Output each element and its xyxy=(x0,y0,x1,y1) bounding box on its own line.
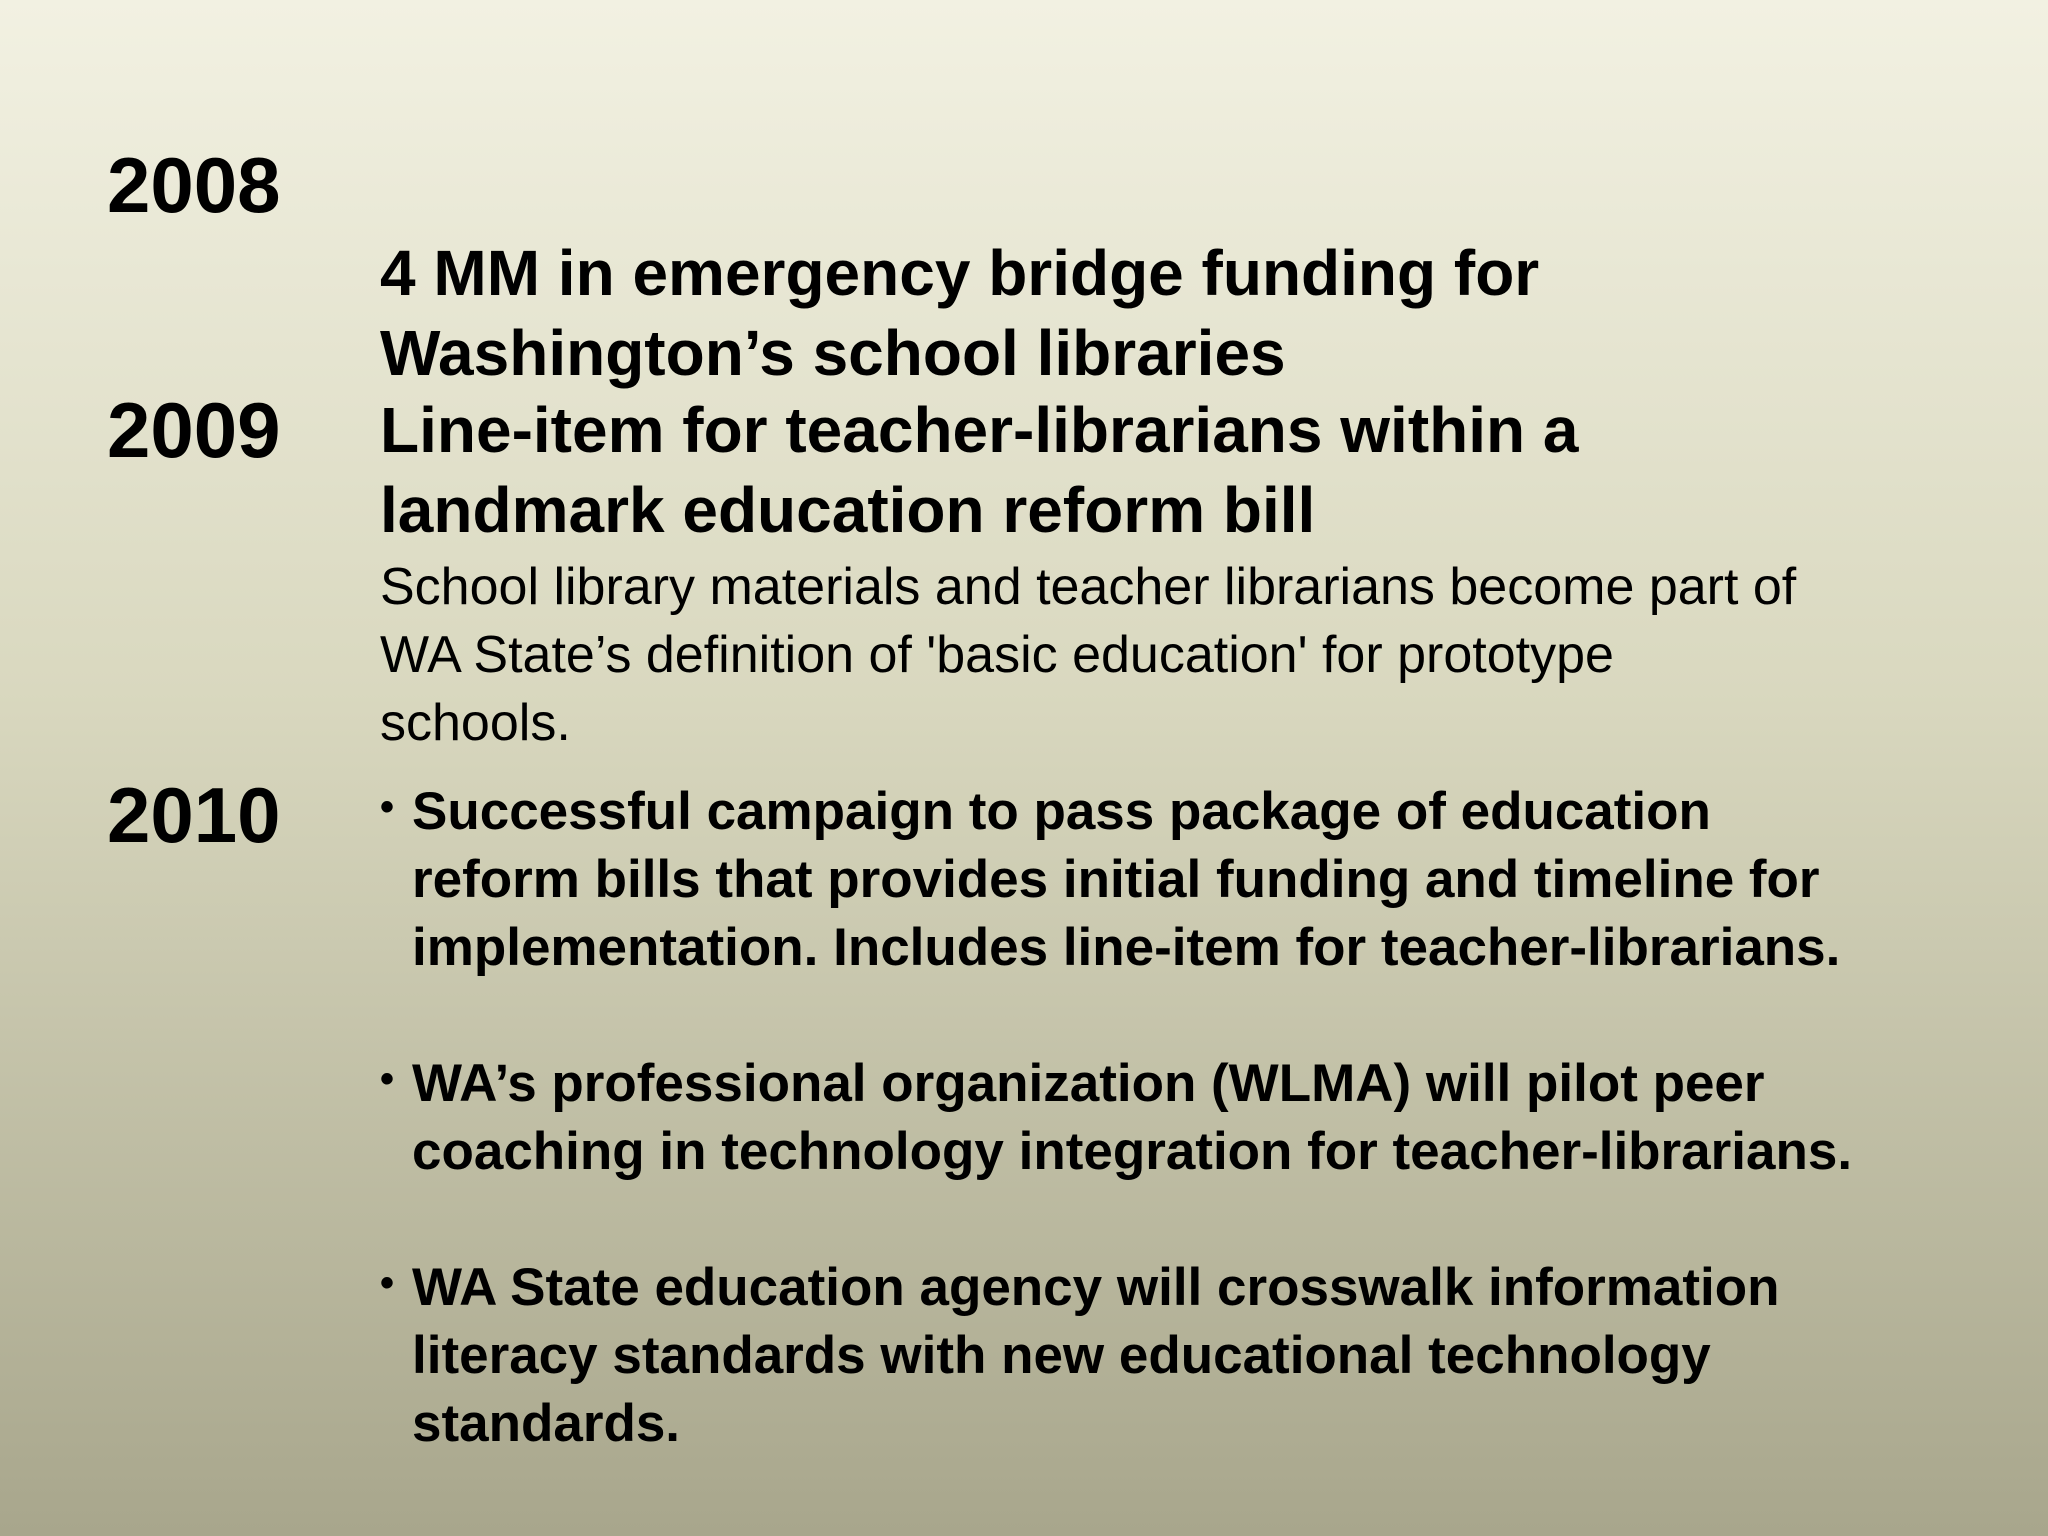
bullet-line: Successful campaign to pass package of education xyxy=(412,782,1711,841)
bullet-line: WA State education agency will crosswalk information xyxy=(412,1258,1780,1317)
entry-2010-bullet xyxy=(380,1254,2020,1458)
entry-2008-line: Washington’s school libraries xyxy=(380,317,1286,389)
bullet-line: reform bills that provides initial funding and timeline for xyxy=(412,850,1820,909)
bullet-line: coaching in technology integration for teacher-librarians. xyxy=(412,1122,1853,1181)
bullet-line: WA’s professional organization (WLMA) will pilot peer xyxy=(412,1054,1765,1113)
entry-2008-headline xyxy=(380,233,1539,393)
bullet-dot-icon: • xyxy=(380,1057,395,1101)
bullet-dot-icon: • xyxy=(380,1261,395,1305)
entry-2009-line: landmark education reform bill xyxy=(380,474,1316,546)
bullet-line: implementation. Includes line-item for teacher-librarians. xyxy=(412,918,1841,977)
entry-2010-bullet-list xyxy=(380,778,2020,1458)
entry-2009-note xyxy=(380,553,2000,757)
entry-2009-note-line: School library materials and teacher librarians become part of xyxy=(380,558,1797,616)
entry-2010-bullet xyxy=(380,778,2020,982)
year-2010-label: 2010 xyxy=(107,771,281,859)
entry-2009-note-line: WA State’s definition of 'basic education' for prototype xyxy=(380,626,1614,684)
bullet-line: literacy standards with new educational technology xyxy=(412,1326,1711,1385)
entry-2009-line: Line-item for teacher-librarians within a xyxy=(380,394,1579,466)
bullet-dot-icon: • xyxy=(380,785,395,829)
entry-2008-line: 4 MM in emergency bridge funding for xyxy=(380,237,1540,309)
year-2008-label: 2008 xyxy=(107,141,281,229)
entry-2009-headline xyxy=(380,390,1578,550)
entry-2009-note-line: schools. xyxy=(380,694,571,752)
bullet-line: standards. xyxy=(412,1394,681,1453)
year-2009-label: 2009 xyxy=(107,386,281,474)
entry-2010-bullet xyxy=(380,1050,2020,1186)
